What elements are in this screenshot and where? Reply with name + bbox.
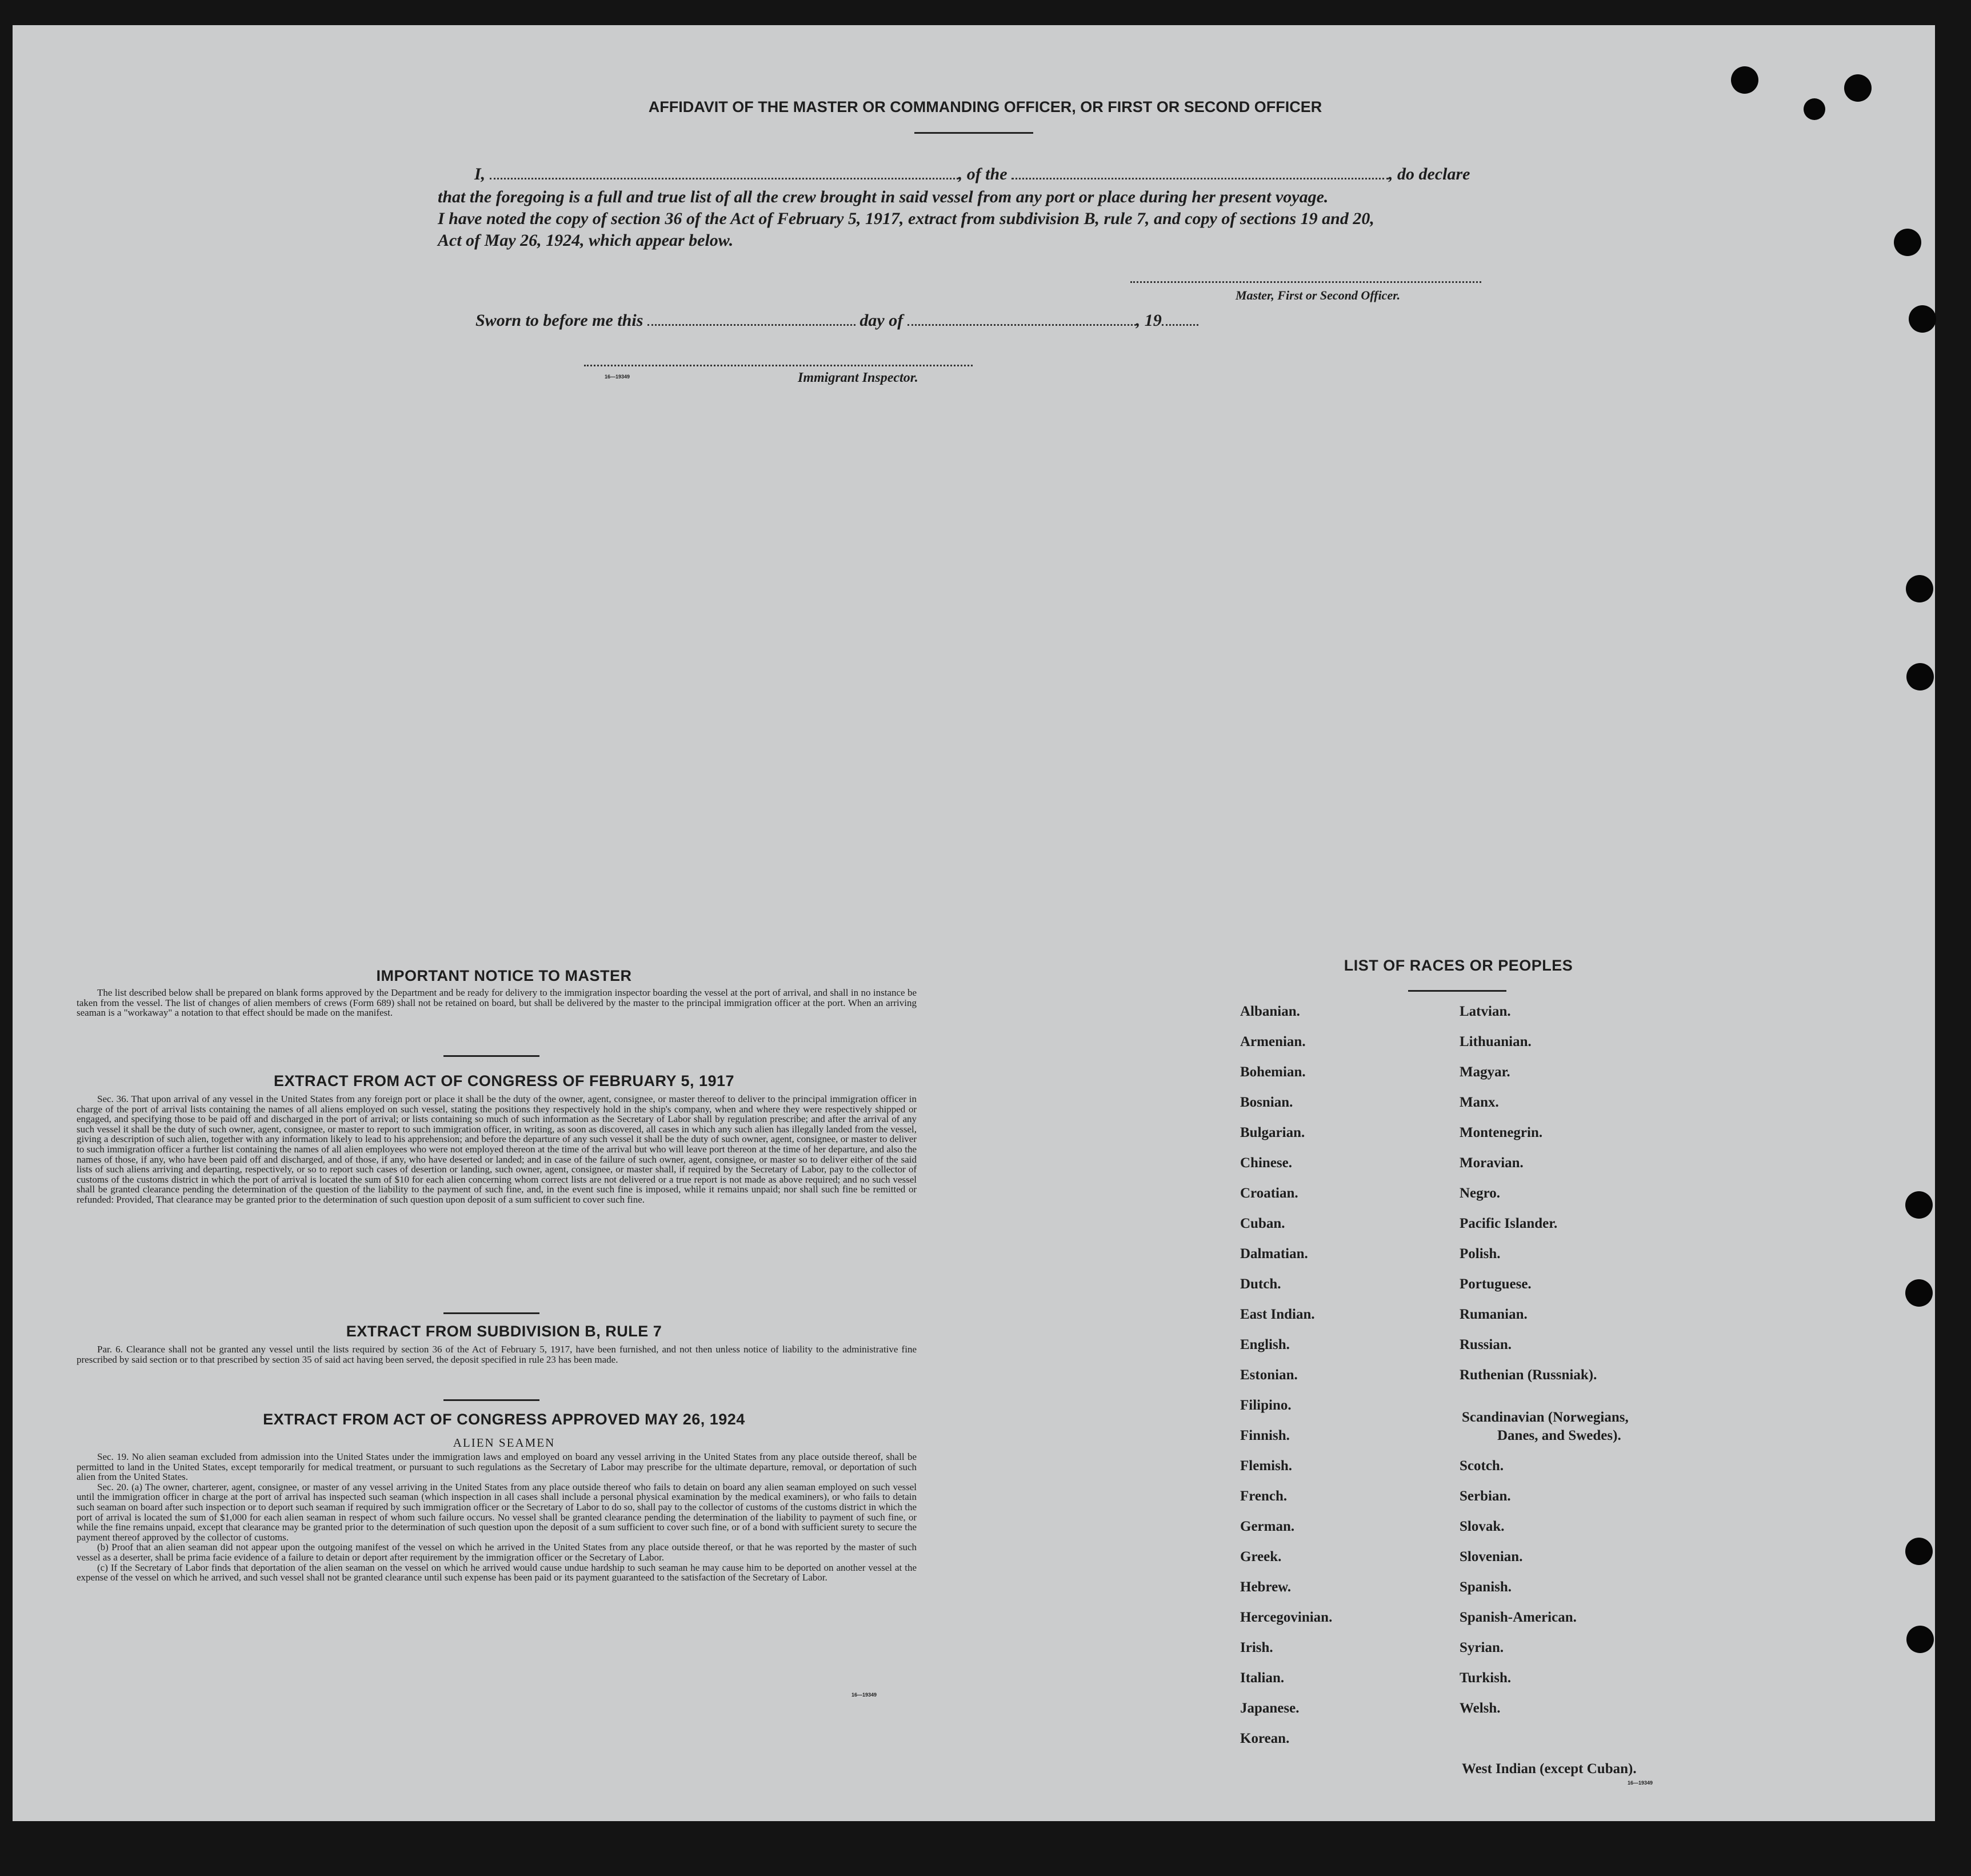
punch-hole: [1905, 1279, 1933, 1307]
punch-hole: [1905, 1191, 1933, 1219]
inspector-label: Immigrant Inspector.: [798, 370, 918, 385]
race-item: Slovenian.: [1460, 1549, 1523, 1564]
alien-seamen-subheading: ALIEN SEAMEN: [453, 1436, 555, 1450]
race-item: Dalmatian.: [1240, 1246, 1308, 1262]
race-item: East Indian.: [1240, 1307, 1315, 1322]
form-number: 16—19349: [851, 1692, 877, 1698]
race-item: Rumanian.: [1460, 1307, 1528, 1322]
race-item: Hebrew.: [1240, 1579, 1292, 1595]
race-item: Polish.: [1460, 1246, 1501, 1262]
race-item: Greek.: [1240, 1549, 1282, 1564]
race-item: Filipino.: [1240, 1398, 1292, 1413]
race-item: Irish.: [1240, 1640, 1273, 1655]
race-item: Estonian.: [1240, 1367, 1298, 1383]
race-item: Italian.: [1240, 1670, 1285, 1686]
declaration-text: that the foregoing is a full and true list of all the crew brought in said vessel from any port or place during her present voyage. I have noted the copy of section 36 of the Act of February 5, 1917, extract from subdivision B, rule 7, and copy of sections 19 and 20, Act of May 26, 1924, which appear below.: [438, 187, 1374, 250]
race-item: Portuguese.: [1460, 1276, 1532, 1292]
race-item: Scandinavian (Norwegians, Danes, and Swedes).: [1462, 1410, 1629, 1443]
race-item: Ruthenian (Russniak).: [1460, 1367, 1597, 1383]
sworn-day-field[interactable]: [647, 321, 855, 326]
races-heading: LIST OF RACES OR PEOPLES: [1344, 957, 1573, 974]
form-number: 16—19349: [1628, 1780, 1653, 1786]
punch-hole: [1909, 305, 1936, 333]
punch-hole: [1731, 66, 1758, 94]
race-item: West Indian (except Cuban).: [1462, 1761, 1637, 1777]
race-item: Armenian.: [1240, 1034, 1306, 1049]
race-item: Flemish.: [1240, 1458, 1292, 1474]
race-item: Welsh.: [1460, 1701, 1501, 1716]
race-item: German.: [1240, 1519, 1295, 1534]
race-item: Pacific Islander.: [1460, 1216, 1558, 1231]
document-page: [13, 25, 1935, 1821]
title-divider: [914, 132, 1033, 134]
race-item: Manx.: [1460, 1095, 1499, 1110]
rule-7-text: Par. 6. Clearance shall not be granted any vessel until the lists required by section 36 of the Act of February 5, 1917, have been furnished, and not then unless notice of liability to the administrative fine prescribed by said section or to that prescribed by section 35 of said act having been served, the deposit specified in rule 23 has been made.: [77, 1344, 917, 1365]
race-item: Russian.: [1460, 1337, 1512, 1352]
race-item: Finnish.: [1240, 1428, 1290, 1443]
extract-1917-heading: EXTRACT FROM ACT OF CONGRESS OF FEBRUARY 5, 1917: [273, 1072, 735, 1089]
race-item: Spanish-American.: [1460, 1610, 1577, 1625]
race-item: Albanian.: [1240, 1004, 1300, 1019]
race-item: English.: [1240, 1337, 1290, 1352]
race-item: Syrian.: [1460, 1640, 1504, 1655]
inspector-signature-line[interactable]: [584, 365, 973, 366]
declaration-line-1: I, , of the , do declare: [474, 165, 1470, 183]
race-item: Cuban.: [1240, 1216, 1285, 1231]
punch-hole: [1804, 98, 1825, 120]
race-item: Lithuanian.: [1460, 1034, 1532, 1049]
divider: [443, 1399, 539, 1401]
sworn-month-field[interactable]: [907, 321, 1136, 326]
form-number: 16—19349: [605, 374, 630, 380]
sworn-line: Sworn to before me this day of , 19: [475, 311, 1198, 330]
race-item: Slovak.: [1460, 1519, 1505, 1534]
race-item: Bosnian.: [1240, 1095, 1293, 1110]
notice-text: The list described below shall be prepared on blank forms approved by the Department and be ready for delivery to the immigration inspector boarding the vessel at the port of arrival, and shall in no instance be taken from the vessel. The list of changes of alien members of crews (Form 689) shall not be retained on board, but shall be delivered by the master to the principal immigration officer at the port. When an arriving seaman is a "workaway" a notation to that effect should be made on the manifest.: [77, 987, 917, 1019]
race-item: Spanish.: [1460, 1579, 1512, 1595]
extract-1917-text: Sec. 36. That upon arrival of any vessel in the United States from any foreign port or place it shall be the duty of the owner, agent, consignee, or master thereof to deliver to the principal immigration officer in charge of the port of arrival lists containing the names of all aliens employed on such vessel, stating the positions they respectively hold in the ship's company, when and where they were respectively shipped or engaged, and specifying those to be paid off and discharged in the port of arrival; or lists containing so much of such information as the Secretary of Labor shall by regulation prescribe; and after the arrival of any such vessel it shall be the duty of such owner, agent, consignee, or master to report to such immigration officer, in writing, as soon as discovered, all cases in which any such alien has illegally landed from the vessel, giving a description of such alien, together with any information likely to lead to his apprehension; and before the departure of any such vessel it shall be the duty of such owner, agent, consignee, or master to deliver to such immigration officer a further list containing the names of all alien employees who were not employed thereon at the time of the arrival but who will leave port thereon at the time of her departure, and also the names of those, if any, who have been paid off and discharged, and of those, if any, who have deserted or landed; and in case of the failure of such owner, agent, consignee, or master so to deliver either of the said lists of such aliens arriving and departing, respectively, or so to report such cases of desertion or landing, such owner, agent, consignee, or master shall, if required by the Secretary of Labor, pay to the collector of customs of the customs district in which the port of arrival is located the sum of $10 for each alien concerning whom correct lists are not delivered or a true report is not made as above required; and no such vessel shall be granted clearance pending the determination of the question of the liability to the payment of such fine, and, in the event such fine is imposed, while it remains unpaid; nor shall such fine be remitted or refunded: Provided, That clearance may be granted prior to the determination of such question upon deposit of a sum sufficient to cover such fine.: [77, 1093, 917, 1205]
affidavit-title: AFFIDAVIT OF THE MASTER OR COMMANDING OFFICER, OR FIRST OR SECOND OFFICER: [648, 98, 1322, 115]
sworn-year-field[interactable]: [1162, 321, 1198, 326]
punch-hole: [1906, 1626, 1934, 1653]
race-item: Magyar.: [1460, 1064, 1510, 1080]
punch-hole: [1894, 229, 1921, 256]
race-item: Japanese.: [1240, 1701, 1300, 1716]
race-item: French.: [1240, 1488, 1288, 1504]
divider: [443, 1312, 539, 1314]
race-item: Negro.: [1460, 1186, 1501, 1201]
race-item: Bohemian.: [1240, 1064, 1306, 1080]
race-item: Bulgarian.: [1240, 1125, 1305, 1140]
extract-1924-text: Sec. 19. No alien seaman excluded from admission into the United States under the immigration laws and employed on board any vessel arriving in the United States from any place outside thereof, shall be permitted to land in the United States, except temporarily for medical treatment, or pursuant to such regulations as the Secretary of Labor may prescribe for the ultimate departure, removal, or deportation of such alien from the United States. Sec. 20. (a) The owner, charterer, agent, consignee, or master of any vessel arriving in the United States from any place outside thereof who fails to detain on board any alien seaman employed on such vessel until the immigration officer in charge at the port of arrival has inspected such seaman (which inspection in all cases shall include a personal physical examination by the medical examiners), or who fails to detain such seaman on board after such inspection or to deport such seaman if required by such immigration officer or the Secretary of Labor to do so, shall pay to the collector of customs of the customs district in which the port of arrival is located the sum of $1,000 for each alien seaman in respect of whom such failure occurs. No vessel shall be granted clearance pending the determination of the liability to payment of such fine, or while the fine remains unpaid, except that clearance may be granted prior to the determination of such question upon the deposit of a sum sufficient to cover such fine, or of a bond with sufficient surety to secure the payment thereof approved by the collector of customs. (b) Proof that an alien seaman did not appear upon the outgoing manifest of the vessel on which he arrived in the United States from any place outside thereof, or that he was reported by the master of such vessel as a deserter, shall be prima facie evidence of a failure to detain or deport after requirement by the immigration officer or the Secretary of Labor. (c) If the Secretary of Labor finds that deportation of the alien seaman on the vessel on which he arrived would cause undue hardship to such seaman he may cause him to be deported on another vessel at the expense of the vessel on which he arrived, and such vessel shall not be granted clearance until such expense has been paid or its payment guaranteed to the satisfaction of the Secretary of Labor.: [77, 1451, 917, 1583]
race-item: Croatian.: [1240, 1186, 1298, 1201]
punch-hole: [1906, 575, 1933, 602]
master-signature-line[interactable]: [1130, 281, 1481, 283]
race-item: Serbian.: [1460, 1488, 1511, 1504]
punch-hole: [1905, 1538, 1933, 1565]
extract-1924-heading: EXTRACT FROM ACT OF CONGRESS APPROVED MAY 26, 1924: [263, 1411, 745, 1428]
race-item: Hercegovinian.: [1240, 1610, 1333, 1625]
master-signature-label: Master, First or Second Officer.: [1236, 288, 1401, 302]
race-item: Montenegrin.: [1460, 1125, 1543, 1140]
name-field[interactable]: [490, 174, 958, 179]
punch-hole: [1844, 74, 1872, 102]
race-item: Korean.: [1240, 1731, 1290, 1746]
divider: [443, 1055, 539, 1057]
punch-hole: [1906, 663, 1934, 690]
divider: [1408, 990, 1506, 992]
notice-heading: IMPORTANT NOTICE TO MASTER: [376, 967, 632, 984]
vessel-field[interactable]: [1012, 174, 1389, 179]
race-item: Latvian.: [1460, 1004, 1511, 1019]
race-item: Scotch.: [1460, 1458, 1504, 1474]
rule-7-heading: EXTRACT FROM SUBDIVISION B, RULE 7: [346, 1323, 662, 1340]
race-item: Chinese.: [1240, 1155, 1292, 1171]
race-item: Moravian.: [1460, 1155, 1524, 1171]
race-item: Turkish.: [1460, 1670, 1512, 1686]
race-item: Dutch.: [1240, 1276, 1281, 1292]
